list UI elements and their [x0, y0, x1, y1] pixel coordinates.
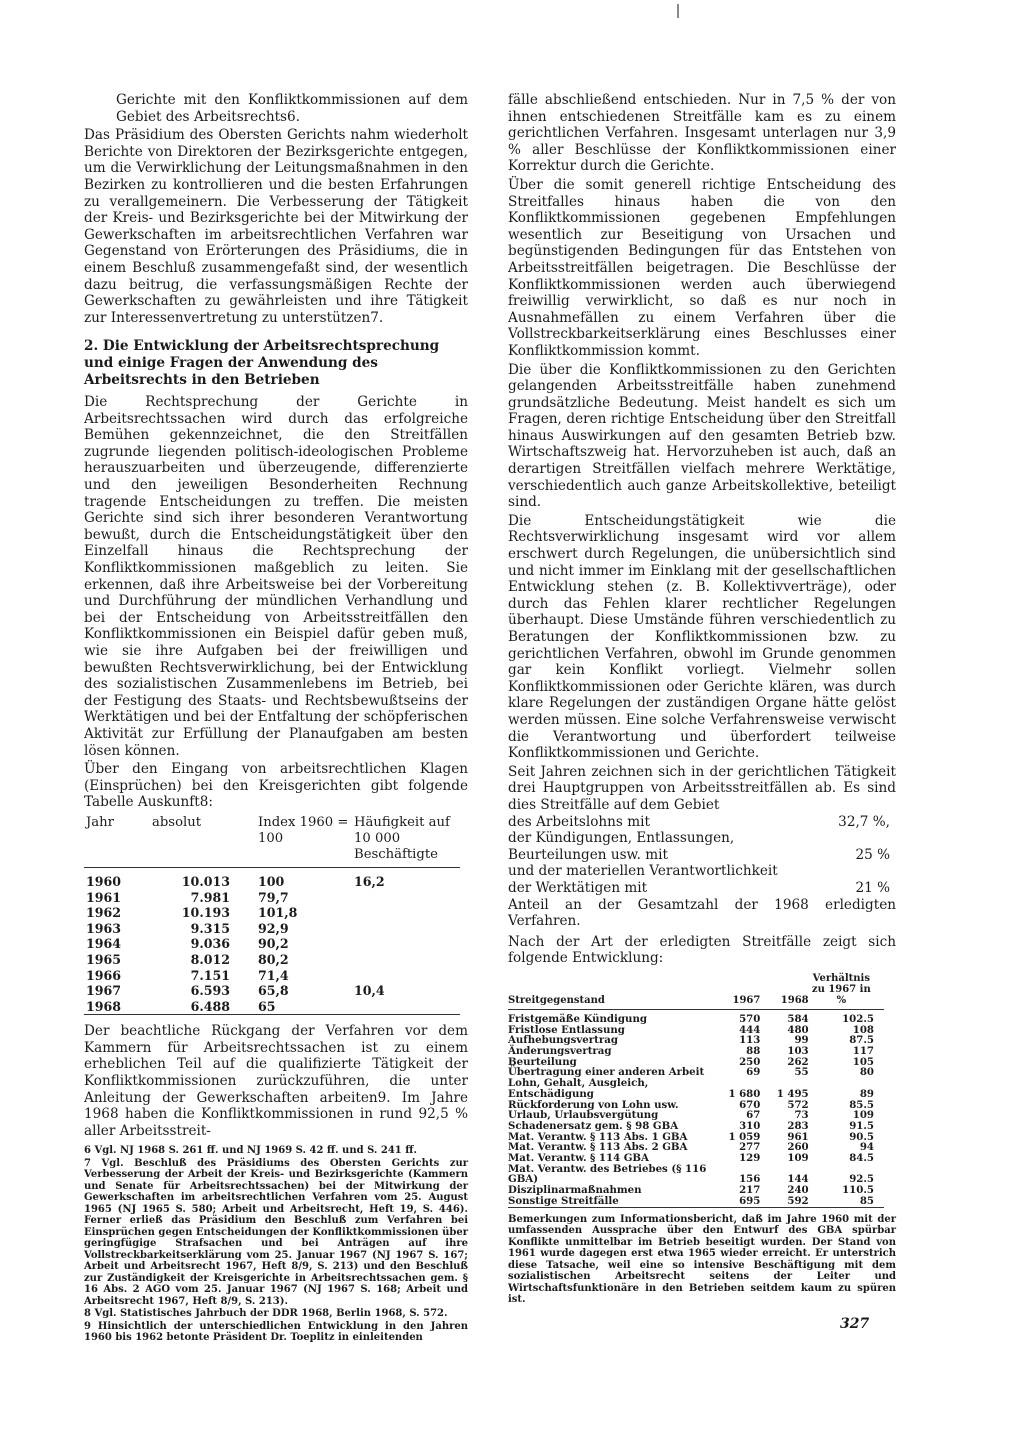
table-cell: 592: [787, 1194, 809, 1207]
table-cell: Schadenersatz gem. § 98 GBA: [508, 1119, 679, 1132]
header-absolut: absolut: [152, 814, 202, 830]
footnote-9-continued: Bemerkungen zum Informationsbericht, daß im Jahre 1960 mit der umfassenden Aussprache über den Entwurf des GBA spürbar Konflikte unmittelbar im Betrieb beseitigt wurden. Der Stand von 1961 wurde dagegen erst etwa 1965 wieder erreicht. Er unterstrich diese Tatsache, weil eine so intensive Beschäftigung mit dem sozialistischen Arbeitsrecht seitens der Leiter und Wirtschaftsfunktionäre in den Betrieben seitdem kaum zu spüren ist.: [508, 1213, 896, 1306]
table-cell: 695: [739, 1194, 761, 1207]
table-cell: 91.5: [849, 1119, 874, 1132]
table-row: [508, 1009, 884, 1024]
table-cell: 156: [739, 1173, 761, 1186]
table-cell: Mat. Verantw. des Betriebes (§ 116 GBA): [508, 1162, 707, 1186]
header-jahr: Jahr: [86, 814, 114, 830]
table-row: [84, 952, 460, 968]
table-cell: [354, 905, 460, 921]
table-cell: 283: [787, 1119, 809, 1132]
table-cell: 1961: [86, 889, 122, 905]
section-heading: 2. Die Entwicklung der Arbeitsrechtsprechung und einige Fragen der Anwendung des Arbeitsrechts in den Betrieben: [84, 338, 440, 388]
table-row: [84, 890, 460, 906]
table-cell: 7.151: [190, 967, 230, 983]
paragraph-rechtsprechung: Die Rechtsprechung der Gerichte in Arbeitsrechtssachen wird durch das erfolgreiche Bemühen gekennzeichnet, die den Streitfällen zugrunde liegenden politisch-ideologischen Probleme herauszuarbeiten und überzeugende, differenzierte und den jeweiligen Besonderheiten Rechnung tragende Entscheidungen zu treffen. Die meisten Gerichte sind sich ihrer besonderen Verantwortung bewußt, durch die Entscheidungstätigkeit über den Einzelfall hinaus die Rechtsprechung der Konfliktkommissionen maßgeblich zu leiten. Sie erkennen, daß ihre Arbeitsweise bei der Vorbereitung und Durchführung der mündlichen Verhandlung und bei der Entscheidung von Arbeitsstreitfällen den Konfliktkommissionen ein Beispiel dafür geben muß, wie sie ihre Aufgaben bei der freiwilligen und bewußten Rechtsverwirklichung, bei der Entwicklung des sozialistischen Zusammenlebens im Betrieb, bei der Festigung des Staats- und Rechtsbewußtseins der Werktätigen und bei der Entfaltung der schöpferischen Aktivität zur Erfüllung der Planaufgaben am besten lösen können.: [84, 394, 468, 759]
table-row: [84, 905, 460, 921]
table-cell: 1967: [86, 983, 122, 999]
table-cell: 99: [794, 1034, 809, 1047]
table-cell: 1960: [86, 873, 122, 889]
page-number: 327: [840, 1316, 870, 1332]
table-cell: 129: [739, 1152, 761, 1165]
table-cell: 444: [739, 1023, 761, 1036]
paragraph-faelle: fälle abschließend entschieden. Nur in 7,5 % der von ihnen entschiedenen Streitfälle kam es zu einem gerichtlichen Verfahren. Insgesamt unterlagen nur 3,9 % aller Beschlüsse der Konfliktkommissionen einer Korrektur durch die Gerichte.: [508, 92, 896, 175]
table-cell: 1968: [86, 998, 122, 1014]
table-cell: 110.5: [842, 1184, 874, 1197]
table-cell: Sonstige Streitfälle: [508, 1194, 619, 1207]
table-cell: 9.315: [190, 920, 230, 936]
scan-mark-top: [677, 4, 679, 18]
footnote-7: 7 Vgl. Beschluß des Präsidiums des Obersten Gerichts zur Verbesserung der Arbeit der Kreis- und Bezirksgerichte (Kammern und Senate für Arbeitsrechtssachen) bei der Mitwirkung der Gewerkschaften im arbeitsrechtlichen Verfahren vom 25. August 1965 (NJ 1965 S. 580; Arbeit und Arbeitsrecht, Heft 19, S. 446). Ferner erließ das Präsidium den Beschluß zum Verfahren bei Einsprüchen gegen Entscheidungen der Konfliktkommissionen über geringfügige Strafsachen und bei Anträgen auf ihre Vollstreckbarkeitserklärung vom 25. Januar 1967 (NJ 1967 S. 167; Arbeit und Arbeitsrecht 1967, Heft 8/9, S. 213) und den Beschluß zur Zuständigkeit der Kreisgerichte in Arbeitsrechtssachen gem. § 16 Abs. 2 AGO vom 25. Januar 1967 (NJ 1967 S. 168; Arbeit und Arbeitsrecht 1967, Heft 8/9, S. 213).: [84, 1157, 468, 1307]
left-column: [84, 92, 468, 1345]
table-cell: 260: [787, 1141, 809, 1154]
table-cell: 92,9: [258, 920, 289, 936]
table-cell: 1 680: [728, 1087, 761, 1100]
claims-table-header: [84, 815, 460, 868]
share-row-lohn: [508, 814, 896, 831]
share-row-kuendigung: [508, 847, 896, 864]
paragraph-regelungen: Die Entscheidungstätigkeit wie die Rechtsverwirklichung insgesamt wird vor allem erschwert durch Regelungen, die unübersichtlich sind und nicht immer im Einklang mit der gesellschaftlichen Entwicklung stehen (z. B. Kollektivverträge), oder durch das Fehlen klarer rechtlicher Regelungen überhaupt. Diese Umstände führen verschiedentlich zu Beratungen der Konfliktkommissionen bzw. zu gerichtlichen Verfahren, obwohl im Grunde genommen gar kein Konflikt vorliegt. Vielmehr sollen Konfliktkommissionen oder Gerichte klären, was durch klare Regelungen der zuständigen Organe hätte gelöst werden müssen. Eine solche Verfahrensweise verwischt die Verantwortung und überfordert teilweise Konfliktkommissionen und Gerichte.: [508, 512, 896, 762]
table-cell: Aufhebungsvertrag: [508, 1034, 618, 1047]
table-cell: Änderungsvertrag: [508, 1044, 612, 1057]
table-cell: 80,2: [258, 951, 289, 967]
share-value: 21 %: [855, 879, 890, 896]
header-1967: 1967: [732, 994, 761, 1006]
table-cell: [354, 890, 460, 906]
table-cell: 240: [787, 1184, 809, 1197]
paragraph-empfehlungen: Über die somit generell richtige Entscheidung des Streitfalles hinaus haben die von den Konfliktkommissionen gegebenen Empfehlungen wesentlich zur Beseitigung von Ursachen und begünstigenden Bedingungen für das Entstehen von Arbeitsstreitfällen beigetragen. Die Beschlüsse der Konfliktkommissionen werden auch überwiegend freiwillig verwirklicht, so daß es nur noch in Ausnahmefällen zu einem Verfahren über die Vollstreckbarkeitserklärung eines Beschlusses einer Konfliktkommission kommt.: [508, 176, 896, 359]
table-row: [508, 1121, 884, 1132]
table-cell: 94: [859, 1141, 874, 1154]
table-row: [84, 983, 460, 999]
table-cell: 103: [787, 1044, 809, 1057]
share-value: 25 %: [855, 846, 890, 863]
footnote-6: 6 Vgl. NJ 1968 S. 261 ff. und NJ 1969 S. 42 ff. und S. 241 ff.: [84, 1145, 417, 1157]
table-cell: 71,4: [258, 967, 289, 983]
dispute-table-header: [508, 973, 884, 1010]
table-cell: 79,7: [258, 889, 289, 905]
right-column: [508, 92, 896, 1306]
table-cell: 92.5: [849, 1173, 874, 1186]
table-cell: 84.5: [849, 1152, 874, 1165]
paragraph-rueckgang: Der beachtliche Rückgang der Verfahren vor dem Kammern für Arbeitsrechtssachen ist zu einem erheblichen Teil auf die qualifizierte Tätigkeit der Konfliktkommissionen zurückzuführen, die unter Anleitung der Gewerkschaften arbeiten9. Im Jahre 1968 haben die Konfliktkommissionen in rund 92,5 % aller Arbeitsstreit-: [84, 1023, 468, 1139]
table-cell: 65,8: [258, 983, 289, 999]
table-cell: 277: [739, 1141, 761, 1154]
table-row: [84, 936, 460, 952]
table-cell: Beurteilung: [508, 1055, 577, 1068]
table-row: [84, 921, 460, 937]
share-label: der Werktätigen mit: [508, 879, 648, 896]
table-cell: 85: [859, 1194, 874, 1207]
table-cell: 6.593: [190, 983, 230, 999]
table-cell: 100: [258, 873, 285, 889]
table-cell: 69: [746, 1066, 761, 1079]
table-cell: Übertragung einer anderen Arbeit: [508, 1066, 705, 1079]
share-label: Beurteilungen usw. mit: [508, 846, 668, 863]
share-label: der Kündigungen, Entlassungen,: [508, 830, 735, 847]
table-row: [508, 1164, 884, 1185]
shares-list: [508, 814, 896, 930]
table-cell: 8.012: [190, 951, 230, 967]
table-cell: 80: [859, 1066, 874, 1079]
table-cell: 250: [739, 1055, 761, 1068]
table-cell: 88: [746, 1044, 761, 1057]
share-tail: Anteil an der Gesamtzahl der 1968 erledigten Verfahren.: [508, 896, 896, 930]
table-cell: [354, 952, 460, 968]
table-cell: [354, 936, 460, 952]
table-cell: 1965: [86, 951, 122, 967]
table-cell: 73: [794, 1109, 809, 1122]
table-cell: 67: [746, 1109, 761, 1122]
table-cell: 113: [739, 1034, 761, 1047]
table-cell: Fristlose Entlassung: [508, 1023, 625, 1036]
table-row: [84, 999, 460, 1015]
table-cell: Mat. Verantw. § 114 GBA: [508, 1152, 649, 1165]
header-index: Index 1960 = 100: [258, 814, 349, 846]
table-cell: 584: [787, 1012, 809, 1025]
table-cell: Lohn, Gehalt, Ausgleich, Entschädigung: [508, 1077, 649, 1100]
table-cell: 108: [852, 1023, 874, 1036]
paragraph-entwicklung: Nach der Art der erledigten Streitfälle zeigt sich folgende Entwicklung:: [508, 933, 896, 967]
table-cell: Disziplinarmaßnahmen: [508, 1184, 642, 1197]
table-cell: 109: [852, 1109, 874, 1122]
table-row: [84, 867, 460, 889]
table-row: [84, 968, 460, 984]
table-cell: 55: [794, 1066, 809, 1079]
table-cell: 144: [787, 1173, 809, 1186]
share-row-verantwortlichkeit: [508, 880, 896, 897]
table-cell: 89: [859, 1087, 874, 1100]
table-cell: 109: [787, 1152, 809, 1165]
share-label: des Arbeitslohns mit: [508, 813, 650, 830]
table-cell: 572: [787, 1098, 809, 1111]
header-verhaeltnis: Verhältnis zu 1967 in %: [811, 972, 871, 1006]
table-cell: 6.488: [190, 998, 230, 1014]
table-cell: 262: [787, 1055, 809, 1068]
table-cell: 117: [852, 1044, 874, 1057]
table-cell: 1964: [86, 936, 122, 952]
table-cell: 10.193: [181, 905, 230, 921]
table-row: [508, 1078, 884, 1099]
table-cell: 310: [739, 1119, 761, 1132]
table-cell: Urlaub, Urlaubsvergütung: [508, 1109, 659, 1122]
footnotes: [84, 1145, 468, 1344]
table-cell: 101,8: [258, 905, 298, 921]
paragraph-continuation: Gerichte mit den Konfliktkommissionen auf dem Gebiet des Arbeitsrechts6.: [116, 92, 468, 125]
table-cell: [354, 921, 460, 937]
table-cell: 85.5: [849, 1098, 874, 1111]
share-value: 32,7 %,: [838, 813, 890, 830]
share-label: und der materiellen Verantwortlichkeit: [508, 863, 778, 880]
table-cell: 961: [787, 1130, 809, 1143]
paragraph-presidium: Das Präsidium des Obersten Gerichts nahm wiederholt Berichte von Direktoren der Bezirksgerichte entgegen, um die Verwirklichung der Leitungsmaßnahmen in den Bezirken zu kontrollieren und die besten Erfahrungen zu verallgemeinern. Die Verbesserung der Tätigkeit der Kreis- und Bezirksgerichte bei der Mitwirkung der Gewerkschaften im arbeitsrechtlichen Verfahren war Gegenstand von Erörterungen des Präsidiums, die in einem Beschluß zusammengefaßt sind, der wesentlich dazu beitrug, die verfassungsmäßigen Rechte der Gewerkschaften zu gewährleisten und ihre Tätigkeit zur Interessenvertretung zu unterstützen7.: [84, 127, 468, 326]
table-cell: 10.013: [181, 873, 230, 889]
table-cell: 670: [739, 1098, 761, 1111]
header-1968: 1968: [780, 994, 809, 1006]
table-cell: 570: [739, 1012, 761, 1025]
table-cell: 90,2: [258, 936, 289, 952]
table-cell: 1966: [86, 967, 122, 983]
table-cell: 480: [787, 1023, 809, 1036]
table-cell: 7.981: [190, 889, 230, 905]
dispute-table: [508, 973, 884, 1208]
paragraph-bedeutung: Die über die Konfliktkommissionen zu den Gerichten gelangenden Arbeitsstreitfälle haben zunehmend grundsätzliche Bedeutung. Meist handelt es sich um Fragen, deren richtige Entscheidung über den Streitfall hinaus Auswirkungen auf den gesamten Betrieb bzw. Wirtschaftszweig hat. Hervorzuheben ist auch, daß an derartigen Streitfällen vielfach mehrere Werktätige, verschiedentlich auch ganze Arbeitskollektive, beteiligt sind.: [508, 361, 896, 511]
table-cell: 65: [258, 998, 276, 1014]
header-haeufigkeit: Häufigkeit auf 10 000 Beschäftigte: [354, 814, 450, 862]
table-cell: 9.036: [190, 936, 230, 952]
footnote-9: 9 Hinsichtlich der unterschiedlichen Entwicklung in den Jahren 1960 bis 1962 betonte Präsident Dr. Toeplitz in einleitenden: [84, 1320, 468, 1344]
table-cell: 102.5: [842, 1012, 874, 1025]
table-cell: Mat. Verantw. § 113 Abs. 2 GBA: [508, 1141, 688, 1154]
table-cell: 1963: [86, 920, 122, 936]
table-cell: 217: [739, 1184, 761, 1197]
claims-table: [84, 815, 460, 1015]
table-cell: [354, 968, 460, 984]
table-cell: 105: [852, 1055, 874, 1068]
table-cell: 90.5: [849, 1130, 874, 1143]
table-cell: [354, 999, 460, 1015]
header-streitgegenstand: Streitgegenstand: [508, 994, 605, 1006]
paragraph-table-intro: Über den Eingang von arbeitsrechtlichen Klagen (Einsprüchen) bei den Kreisgerichten gibt folgende Tabelle Auskunft8:: [84, 761, 468, 811]
table-row: [508, 1196, 884, 1207]
table-cell: Fristgemäße Kündigung: [508, 1012, 647, 1025]
table-cell: 16,2: [354, 873, 385, 889]
footnote-8: 8 Vgl. Statistisches Jahrbuch der DDR 1968, Berlin 1968, S. 572.: [84, 1308, 448, 1320]
table-cell: 1962: [86, 905, 122, 921]
table-cell: Rückforderung von Lohn usw.: [508, 1098, 679, 1111]
table-cell: 10,4: [354, 983, 385, 999]
paragraph-hauptgruppen: Seit Jahren zeichnen sich in der gerichtlichen Tätigkeit drei Hauptgruppen von Arbeitsstreitfällen ab. Es sind dies Streitfälle auf dem Gebiet: [508, 763, 896, 813]
table-cell: 87.5: [849, 1034, 874, 1047]
table-cell: Mat. Verantw. § 113 Abs. 1 GBA: [508, 1130, 688, 1143]
table-cell: 1 495: [776, 1087, 809, 1100]
table-cell: 1 059: [728, 1130, 761, 1143]
